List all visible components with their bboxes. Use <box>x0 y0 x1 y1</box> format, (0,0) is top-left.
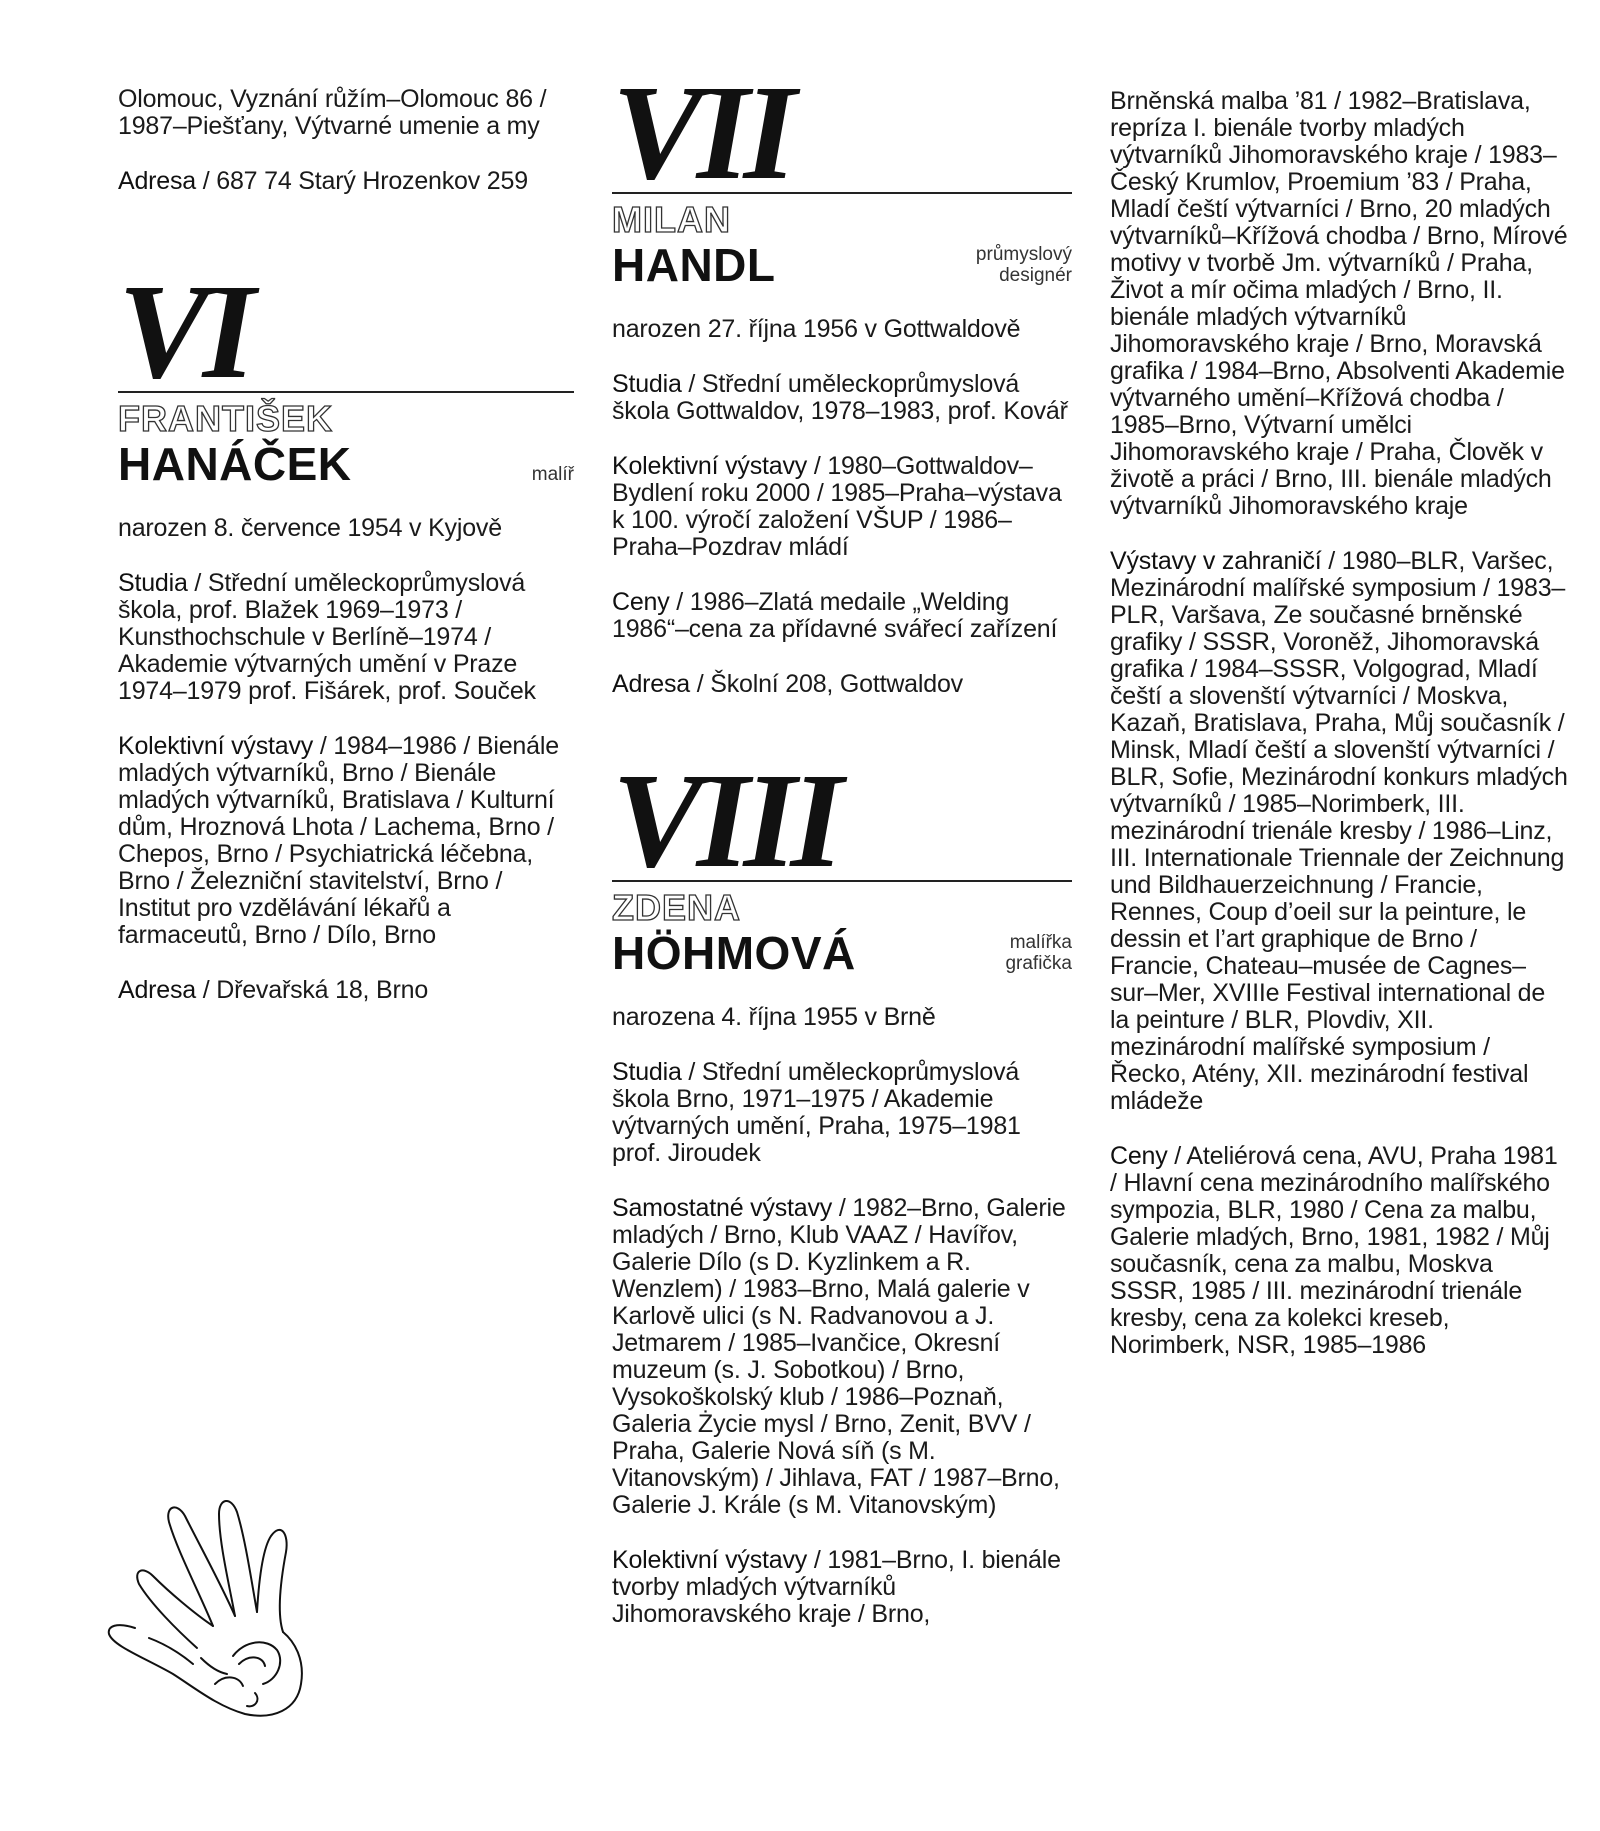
column-2 <box>612 0 1072 1656</box>
hand-illustration <box>105 1488 345 1723</box>
studies-block <box>612 371 1072 425</box>
profession <box>1005 932 1072 974</box>
address-text: / 687 74 Starý Hrozenkov 259 <box>196 167 528 195</box>
awards-text: / Ateliérová cena, AVU, Praha 1981 / Hlavní cena mezinárodního malířského sympozia, BLR, 1980 / Cena za malbu, Galerie mladých, Brno, 1981, 1982 / Můj současník, cena za malbu, Moskva SSSR, 1985 / III. mezinárodní trienále kresby, cena za kolekci kreseb, Norimberk, NSR, 1985–1986 <box>1110 1142 1558 1359</box>
solo-exhibitions-label: Samostatné výstavy <box>612 1194 833 1222</box>
awards-block <box>1110 1143 1570 1359</box>
column-1 <box>118 0 574 1032</box>
address-label: Adresa <box>118 167 197 195</box>
group-exhibitions-label: Kolektivní výstavy <box>118 732 314 760</box>
profession-line: designér <box>999 265 1072 286</box>
foreign-exhibitions-label: Výstavy v zahraničí <box>1110 547 1322 575</box>
entry-vi <box>118 257 574 1004</box>
address-block <box>118 168 574 195</box>
group-exhibitions-label: Kolektivní výstavy <box>612 1546 808 1574</box>
column-3 <box>1110 0 1570 1387</box>
studies-label: Studia <box>118 569 188 597</box>
solo-exhibitions-block <box>612 1195 1072 1519</box>
last-name: HANÁČEK <box>118 438 352 490</box>
awards-label: Ceny <box>1110 1142 1168 1170</box>
address-block <box>612 671 1072 698</box>
studies-text: / Střední uměleckoprůmyslová škola Gottwaldov, 1978–1983, prof. Kovář <box>612 370 1068 425</box>
last-name: HANDL <box>612 239 776 291</box>
roman-numeral: VI <box>118 257 250 407</box>
awards-block <box>612 589 1072 643</box>
roman-numeral: VIII <box>612 746 838 896</box>
studies-text: / Střední uměleckoprůmyslová škola Brno, 1971–1975 / Akademie výtvarných umění, Praha, 1975–1981 prof. Jiroudek <box>612 1058 1021 1167</box>
first-name: ZDENA <box>612 887 741 928</box>
profession <box>976 244 1072 286</box>
profession-line: grafička <box>1005 953 1072 974</box>
address-text: / Školní 208, Gottwaldov <box>690 670 963 698</box>
group-exhibitions-block <box>612 453 1072 561</box>
birth-info: narozen 8. července 1954 v Kyjově <box>118 514 502 542</box>
group-exhibitions-label: Kolektivní výstavy <box>612 452 808 480</box>
studies-block <box>612 1059 1072 1167</box>
studies-label: Studia <box>612 1058 682 1086</box>
entry-vii <box>612 58 1072 698</box>
group-exhibitions-block <box>612 1547 1072 1628</box>
group-exhibitions-text: / 1981–Brno, I. bienále tvorby mladých výtvarníků Jihomoravského kraje / Brno, <box>612 1546 1061 1628</box>
studies-label: Studia <box>612 370 682 398</box>
address-block <box>118 977 574 1004</box>
solo-exhibitions-text: / 1982–Brno, Galerie mladých / Brno, Klub VAAZ / Havířov, Galerie Dílo (s D. Kyzlinkem a R. Wenzlem) / 1983–Brno, Malá galerie v Karlově ulici (s N. Radvanovou a J. Jetmarem / 1985–Ivančice, Okresní muzeum (s. J. Sobotkou) / Brno, Vysokoškolský klub / 1986–Poznaň, Galeria Życie mysl / Brno, Zenit, BVV / Praha, Galerie Nová síň (s M. Vitanovským) / Jihlava, FAT / 1987–Brno, Galerie J. Krále (s M. Vitanovským) <box>612 1194 1066 1519</box>
first-name: MILAN <box>612 199 731 240</box>
entry-viii <box>612 746 1072 1628</box>
last-name: HÖHMOVÁ <box>612 927 856 979</box>
profession-line: průmyslový <box>975 244 1072 265</box>
address-text: / Dřevařská 18, Brno <box>196 976 429 1004</box>
studies-text: / Střední uměleckoprůmyslová škola, prof. Blažek 1969–1973 / Kunsthochschule v Berlíně–1974 / Akademie výtvarných umění v Praze 1974–1979 prof. Fišárek, prof. Souček <box>118 569 536 705</box>
awards-text: / 1986–Zlatá medaile „Welding 1986“–cena za přídavné svářecí zařízení <box>612 588 1058 643</box>
name-row <box>612 928 1072 978</box>
name-row <box>612 240 1072 290</box>
foreign-exhibitions-text: / 1980–BLR, Varšec, Mezinárodní malířské symposium / 1983–PLR, Varšava, Ze současné brněnské grafiky / SSSR, Voroněž, Jihomoravská grafika / 1984–SSSR, Volgograd, Mladí čeští a slovenští výtvarníci / Moskva, Kazaň, Bratislava, Praha, Můj současník / Minsk, Mladí čeští a slovenští výtvarníci / BLR, Sofie, Mezinárodní konkurs mladých výtvarníků / 1985–Norimberk, III. mezinárodní trienále kresby / 1986–Linz, III. Internationale Triennale der Zeichnung und Bildhauerzeichnung / Francie, Rennes, Coup d’oeil sur la peinture, le dessin et l’art graphique de Brno / Francie, Chateau–musée de Cagnes–sur–Mer, XVIIIe Festival international de la peinture / BLR, Plovdiv, XII. mezinárodní malířské symposium / Řecko, Atény, XII. mezinárodní festival mládeže <box>1110 547 1568 1115</box>
profession: malíř <box>531 464 574 485</box>
group-exhibitions-text: / 1980–Gottwaldov–Bydlení roku 2000 / 1985–Praha–výstava k 100. výročí založení VŠUP / 1986–Praha–Pozdrav mládí <box>612 452 1062 561</box>
birth-info: narozena 4. října 1955 v Brně <box>612 1003 936 1031</box>
roman-numeral: VII <box>612 58 791 208</box>
continued-text: Brněnská malba ’81 / 1982–Bratislava, repríza I. bienále tvorby mladých výtvarníků Jihomoravského kraje / 1983–Český Krumlov, Proemium ’83 / Praha, Mladí čeští výtvarníci / Brno, 20 mladých výtvarníků–Křížová chodba / Brno, Mírové motivy v tvorbě Jm. výtvarníků / Praha, Život a mír očima mladých / Brno, II. bienále mladých výtvarníků Jihomoravského kraje / Brno, Moravská grafika / 1984–Brno, Absolventi Akademie výtvarného umění–Křížová chodba / 1985–Brno, Výtvarní umělci Jihomoravského kraje / Praha, Člověk v životě a práci / Brno, III. bienále mladých výtvarníků Jihomoravského kraje <box>1110 87 1568 520</box>
address-label: Adresa <box>118 976 197 1004</box>
awards-label: Ceny <box>612 588 670 616</box>
group-exhibitions-block <box>118 733 574 949</box>
studies-block <box>118 570 574 705</box>
first-name: FRANTIŠEK <box>118 398 333 439</box>
foreign-exhibitions-block <box>1110 548 1570 1115</box>
intro-text: Olomouc, Vyznání růžím–Olomouc 86 / 1987–Piešťany, Výtvarné umenie a my <box>118 85 547 140</box>
address-label: Adresa <box>612 670 691 698</box>
birth-info: narozen 27. října 1956 v Gottwaldově <box>612 315 1021 343</box>
name-row <box>118 439 574 489</box>
profession-line: malířka <box>1009 932 1072 953</box>
group-exhibitions-text: / 1984–1986 / Bienále mladých výtvarníků, Brno / Bienále mladých výtvarníků, Bratislava / Kulturní dům, Hroznová Lhota / Lachema, Brno / Chepos, Brno / Psychiatrická léčebna, Brno / Železniční stavitelství, Brno / Institut pro vzdělávání lékařů a farmaceutů, Brno / Dílo, Brno <box>118 732 559 949</box>
